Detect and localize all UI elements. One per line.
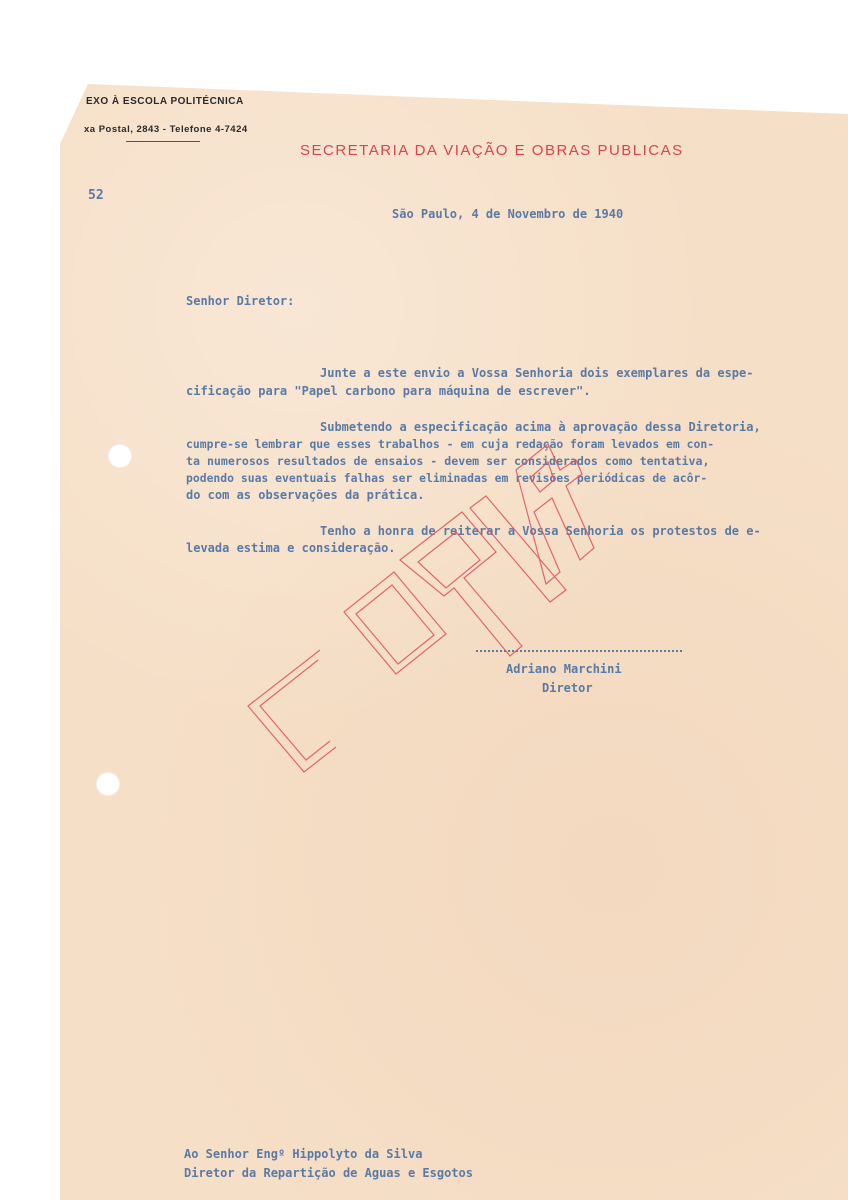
department-heading: SECRETARIA DA VIAÇÃO E OBRAS PUBLICAS [300,142,684,159]
body-line: Tenho a honra de reiterar a Vossa Senhoria os protestos de e- [320,524,761,538]
letterhead-institution: EXO À ESCOLA POLITÉCNICA [86,96,244,107]
body-line: Submetendo a especificação acima à aprovação dessa Diretoria, [320,420,761,434]
letterhead-postal: xa Postal, 2843 - Telefone 4-7424 [84,124,248,135]
signatory-title: Diretor [542,681,593,695]
body-line: cificação para "Papel carbono para máquina de escrever". [186,384,591,398]
punch-hole-top [108,444,132,468]
letterhead-rule [126,141,200,142]
addressee-name: Ao Senhor Engº Hippolyto da Silva [184,1147,423,1161]
body-line: cumpre-se lembrar que esses trabalhos - em cuja redação foram levados em con- [186,437,715,451]
body-line: podendo suas eventuais falhas ser eliminadas em revisões periódicas de acôr- [186,471,708,485]
punch-hole-bottom [96,772,120,796]
body-line: ta numerosos resultados de ensaios - devem ser considerados como tentativa, [186,454,710,468]
signatory-name: Adriano Marchini [506,662,622,676]
salutation: Senhor Diretor: [186,294,295,308]
body-line: Junte a este envio a Vossa Senhoria dois exemplares da espe- [320,366,754,380]
place-date: São Paulo, 4 de Novembro de 1940 [392,207,624,221]
body-line: levada estima e consideração. [186,541,396,555]
paper-sheet [60,84,848,1200]
signature-line [476,650,682,652]
body-line: do com as observações da prática. [186,488,425,502]
reference-number: 52 [88,188,104,203]
addressee-office: Diretor da Repartição de Aguas e Esgotos [184,1166,473,1180]
